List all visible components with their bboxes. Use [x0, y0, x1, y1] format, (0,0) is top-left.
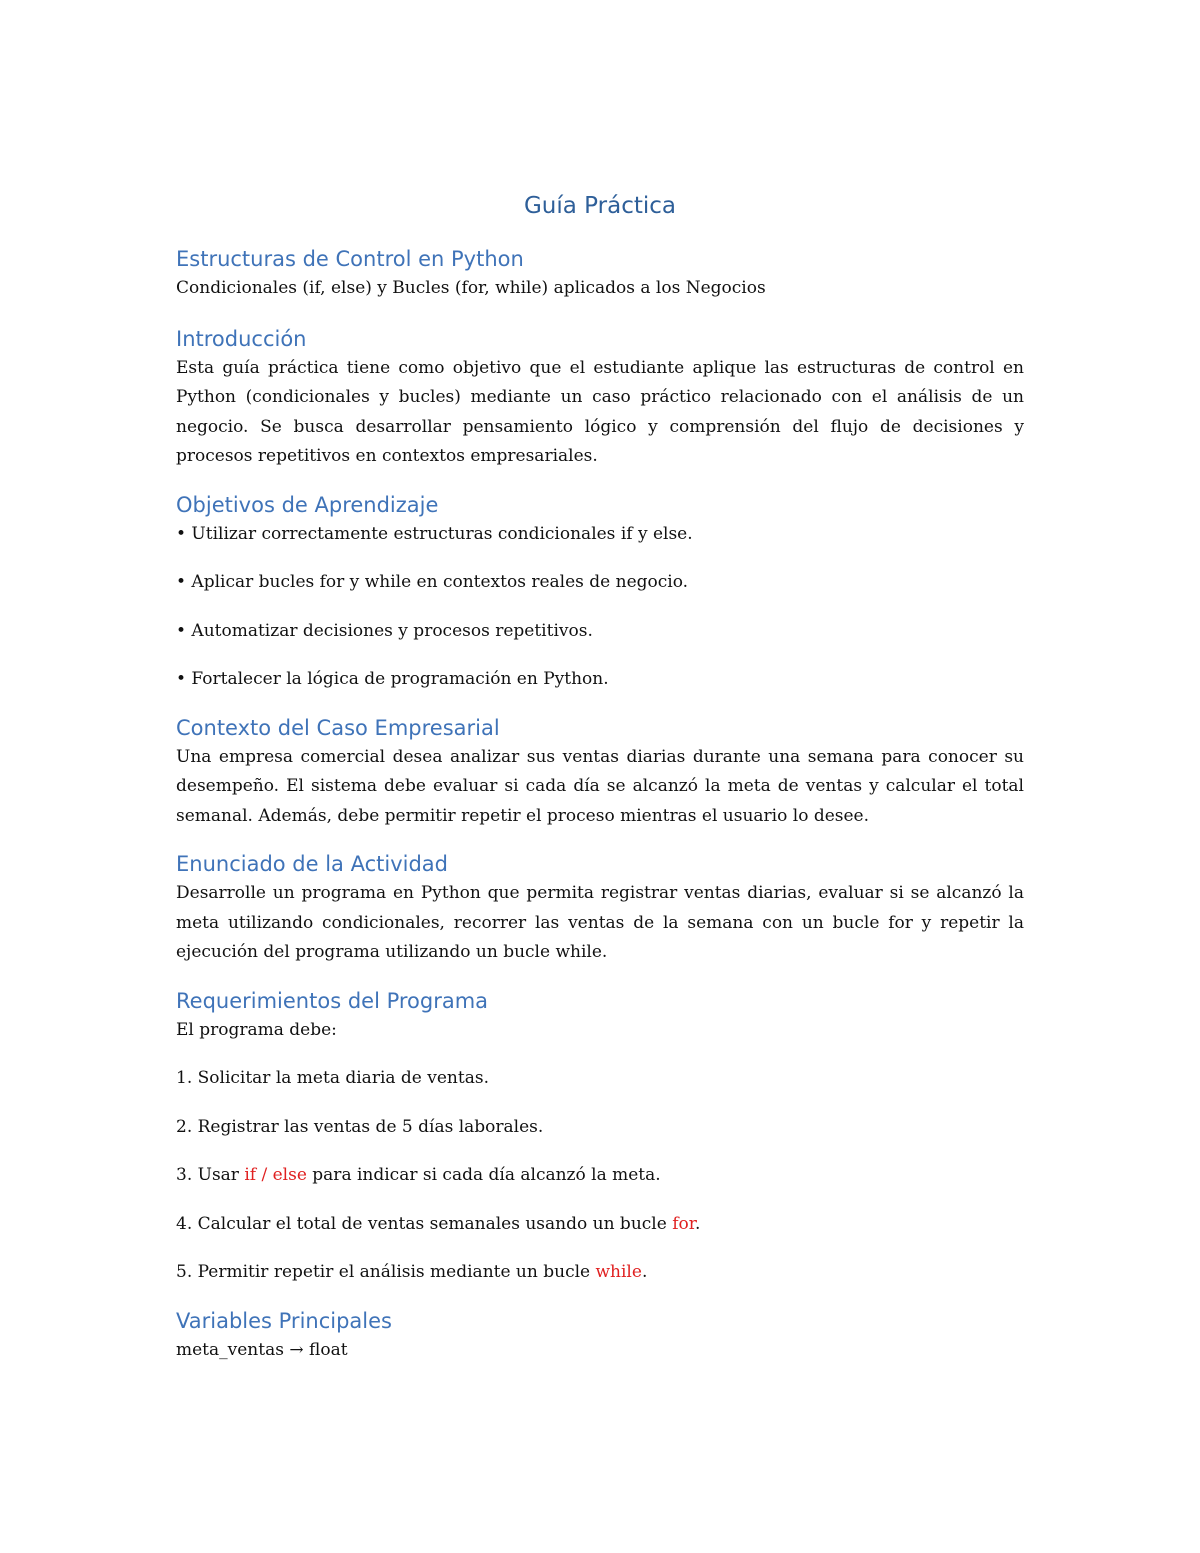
requirements-intro: El programa debe:	[176, 1019, 337, 1040]
requirement-text: .	[641, 1262, 648, 1282]
variable-item: meta_ventas → float	[176, 1339, 348, 1360]
requirements-heading: Requerimientos del Programa	[176, 988, 489, 1013]
objective-item: • Utilizar correctamente estructuras condicionales if y else.	[176, 523, 693, 544]
context-heading: Contexto del Caso Empresarial	[176, 715, 500, 740]
requirement-item: 2. Registrar las ventas de 5 días laborales.	[176, 1116, 544, 1137]
objective-item: • Automatizar decisiones y procesos repetitivos.	[176, 620, 593, 641]
objective-item: • Aplicar bucles for y while en contextos reales de negocio.	[176, 572, 689, 592]
context-paragraph: Una empresa comercial desea analizar sus ventas diarias durante una semana para conocer su desempeño. El sistema debe evaluar si cada día se alcanzó la meta de ventas y calcular el total semanal. Además, debe permitir repetir el proceso mientras el usuario lo desee.	[176, 746, 1024, 826]
subtitle-text: Condicionales (if, else) y Bucles (for, while) aplicados a los Negocios	[176, 278, 766, 298]
page-title: Guía Práctica	[523, 193, 676, 219]
requirement-text: .	[694, 1213, 701, 1234]
requirement-item	[176, 1161, 1024, 1191]
keyword-if-else: if / else	[244, 1165, 307, 1185]
objectives-heading: Objetivos de Aprendizaje	[176, 492, 439, 517]
requirement-text: 3. Usar	[176, 1165, 245, 1185]
variables-heading: Variables Principales	[176, 1308, 392, 1333]
subtitle-heading: Estructuras de Control en Python	[176, 247, 524, 271]
requirement-text: 4. Calcular el total de ventas semanales usando un bucle	[176, 1213, 673, 1234]
requirement-item	[176, 1258, 1024, 1288]
document-page	[176, 188, 1024, 1365]
intro-heading: Introducción	[176, 326, 307, 351]
keyword-for: for	[672, 1213, 695, 1234]
objective-item: • Fortalecer la lógica de programación en Python.	[176, 669, 609, 689]
activity-paragraph: Desarrolle un programa en Python que permita registrar ventas diarias, evaluar si se alcanzó la meta utilizando condicionales, recorrer las ventas de la semana con un bucle for y repetir la ejecución del programa utilizando un bucle while.	[176, 883, 1024, 962]
requirement-text: 5. Permitir repetir el análisis mediante un bucle	[176, 1262, 596, 1282]
activity-heading: Enunciado de la Actividad	[176, 852, 449, 876]
keyword-while: while	[595, 1262, 642, 1282]
requirement-item: 1. Solicitar la meta diaria de ventas.	[176, 1068, 489, 1088]
requirement-text: para indicar si cada día alcanzó la meta.	[306, 1165, 661, 1185]
intro-paragraph: Esta guía práctica tiene como objetivo que el estudiante aplique las estructuras de control en Python (condicionales y bucles) mediante un caso práctico relacionado con el análisis de un negocio. Se busca desarrollar pensamiento lógico y comprensión del flujo de decisiones y procesos repetitivos en contextos empresariales.	[176, 357, 1024, 466]
requirement-item	[176, 1210, 1024, 1240]
